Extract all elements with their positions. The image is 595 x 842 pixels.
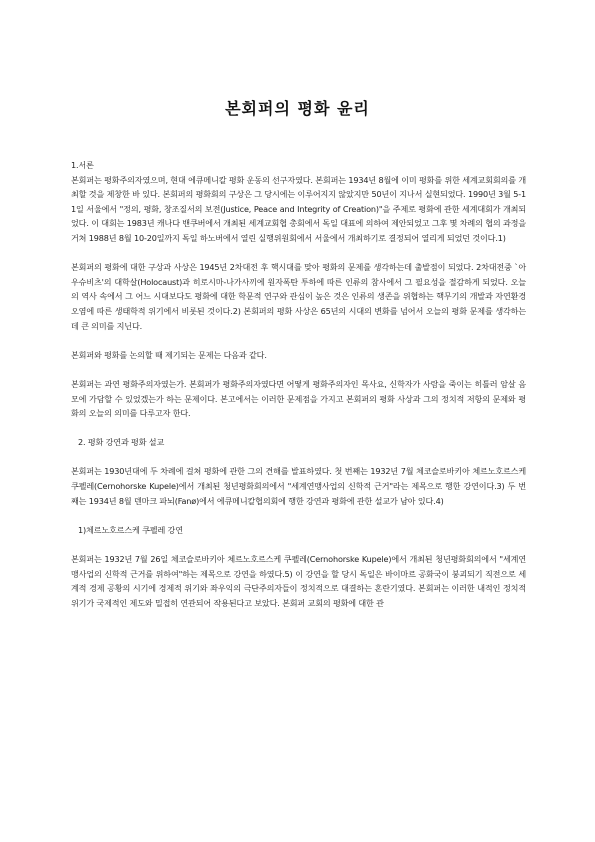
paragraph-2: 본회퍼의 평화에 대한 구상과 사상은 1945년 2차대전 후 핵시대를 맞아 평화의 문제를 생각하는데 출발점이 되었다. 2차대전중 `아우슈비츠'의 대학살(Holocaust)과 히로시마-나가사끼에 원자폭탄 투하에 따른 인류의 참사에서 그 필요성을 절감하게 되었다. 오늘의 역사 속에서 그 어느 시대보다도 평화에 대한 학문적 연구와 관심이 높은 것은 인류의 생존을 위협하는 핵무기의 개발과 자연환경 오염에 따른 생태학적 위기에서 비롯된 것이다.2) 본회퍼의 평화 사상은 65년의 시대의 변화를 넘어서 오늘의 평화 문제를 생각하는데 큰 의미를 지닌다. (71, 262, 526, 331)
section-heading-introduction: 1.서론 (71, 160, 94, 170)
paragraph-1: 본회퍼는 평화주의자였으며, 현대 에큐메니칼 평화 운동의 선구자였다. 본회퍼는 1934년 8월에 이미 평화를 위한 세계교회회의를 개최할 것을 제창한 바 있다. 본회퍼의 평화회의 구상은 그 당시에는 이루어지지 않았지만 50년이 지나서 실현되었다. 1990년 3월 5-11일 서울에서 "정의, 평화, 창조질서의 보전(Justice, Peace and Integrity of Creation)"을 주제로 평화에 관한 세계대회가 개최되었다. 이 대회는 1983년 캐나다 밴쿠버에서 개최된 세계교회협 총회에서 독일 대표에 의하여 제안되었고 그후 몇 차례의 협의 과정을 거쳐 1988년 8월 10-20일까지 독일 하노버에서 열린 실행위원회에서 서울에서 개최하기로 결정되어 열리게 되었던 것이다.1) (71, 174, 526, 243)
document-body (71, 158, 526, 625)
paragraph-3: 본회퍼와 평화를 논의할 때 제기되는 문제는 다음과 같다. (71, 349, 267, 360)
section-heading-peace-lectures: 2. 평화 강연과 평화 설교 (78, 437, 165, 448)
subsection-heading-cernohorske: 1)체르노호르스케 쿠펠레 강연 (78, 524, 183, 535)
document-title: 본회퍼의 평화 윤리 (225, 99, 370, 118)
paragraph-5: 본회퍼는 1930년대에 두 차례에 걸쳐 평화에 관한 그의 견해를 발표하였다. 첫 번째는 1932년 7월 체코슬로바키아 체르노호르스케 쿠펠레(Cernohorske Kupele)에서 개최된 청년평화회의에서 "세계연맹사업의 신학적 근거"라는 제목으로 행한 강연이다.3) 두 번째는 1934년 8월 덴마크 파뇌(Fanø)에서 에큐메니칼협의회에 행한 강연과 평화에 관한 설교가 남아 있다.4) (71, 466, 526, 506)
paragraph-4: 본회퍼는 과연 평화주의자였는가. 본회퍼가 평화주의자였다면 어떻게 평화주의자인 목사요, 신학자가 사람을 죽이는 히틀러 암살 음모에 가담할 수 있었겠는가 하는 문제이다. 본고에서는 이러한 문제점을 가지고 본회퍼의 평화 사상과 그의 정치적 저항의 문제와 평화의 오늘의 의미를 다루고자 한다. (71, 378, 526, 419)
paragraph-6: 본회퍼는 1932년 7월 26일 체코슬로바키아 체르노호르스케 쿠펠레(Cernohorske Kupele)에서 개최된 청년평화회의에서 "세계연맹사업의 신학적 근거를 위하여"하는 제목으로 강연을 하였다.5) 이 강연을 할 당시 독일은 바이마르 공화국이 붕괴되기 직전으로 세계적 경제 공황의 시기에 경제적 위기와 좌우익의 극단주의자들이 정치적으로 대결하는 혼란기였다. 본회퍼는 이러한 내적인 정치적 위기가 국제적인 제도와 밀접히 연관되어 작용된다고 보았다. 본회퍼 교회의 평화에 대한 관 (71, 554, 526, 608)
